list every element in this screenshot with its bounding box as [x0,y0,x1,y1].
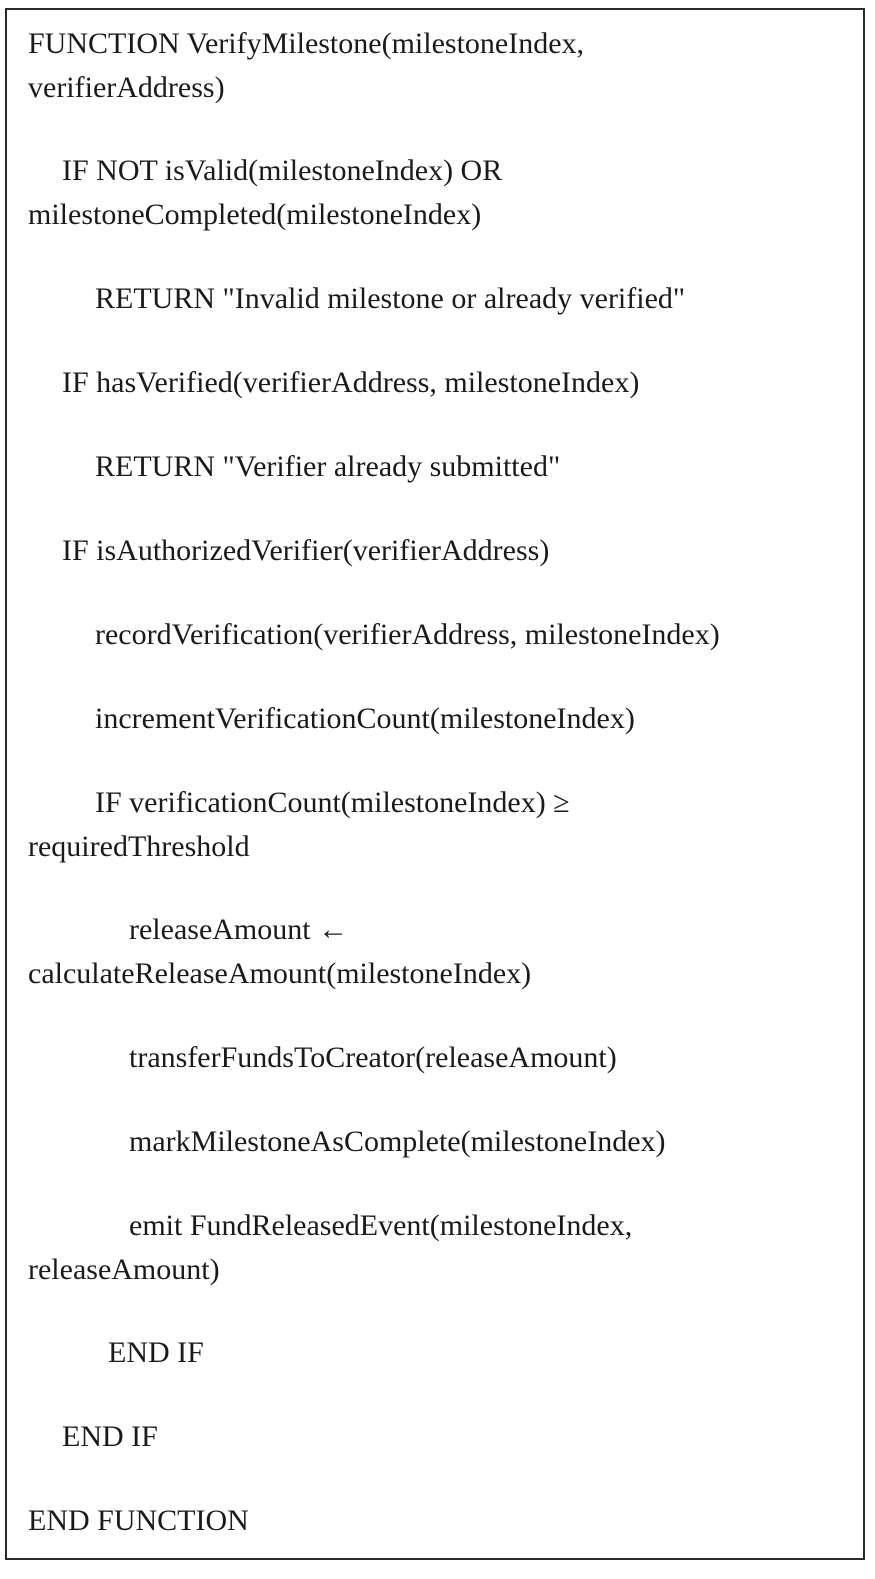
code-line-transfer-funds: transferFundsToCreator(releaseAmount) [129,1041,617,1074]
code-line-if-invalid-cont: milestoneCompleted(milestoneIndex) [28,198,482,231]
code-line-return-invalid: RETURN "Invalid milestone or already verified" [95,282,686,315]
code-line-release-amount-cont: calculateReleaseAmount(milestoneIndex) [28,957,532,990]
code-line-emit-event-cont: releaseAmount) [28,1253,220,1286]
code-line-function-header-cont: verifierAddress) [28,71,225,104]
code-line-if-has-verified: IF hasVerified(verifierAddress, milestoneIndex) [62,366,640,399]
code-line-if-threshold-cont: requiredThreshold [28,830,250,863]
code-line-mark-complete: markMilestoneAsComplete(milestoneIndex) [129,1125,666,1158]
code-line-if-threshold: IF verificationCount(milestoneIndex) ≥ [95,786,570,819]
code-line-return-already-submitted: RETURN "Verifier already submitted" [95,450,561,483]
code-line-end-if-outer: END IF [62,1420,158,1453]
code-line-increment-count: incrementVerificationCount(milestoneIndex) [95,702,635,735]
code-line-end-if-inner: END IF [108,1336,204,1369]
code-line-emit-event: emit FundReleasedEvent(milestoneIndex, [129,1209,633,1242]
code-line-end-function: END FUNCTION [28,1504,249,1537]
code-line-record-verification: recordVerification(verifierAddress, milestoneIndex) [95,618,720,651]
code-line-function-header: FUNCTION VerifyMilestone(milestoneIndex, [28,27,585,60]
code-line-if-authorized: IF isAuthorizedVerifier(verifierAddress) [62,534,550,567]
code-line-release-amount: releaseAmount ← [129,913,349,946]
code-line-if-invalid: IF NOT isValid(milestoneIndex) OR [62,154,503,187]
